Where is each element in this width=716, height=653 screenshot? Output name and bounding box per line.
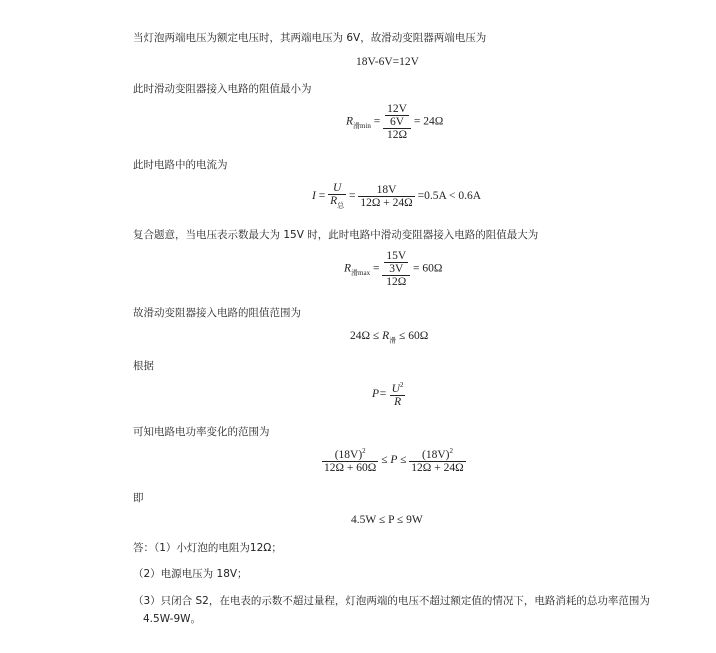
text-line-5: 故滑动变阻器接入电路的阻值范围为 <box>133 307 301 319</box>
text-line-8: 即 <box>133 492 144 504</box>
inner-fraction <box>384 250 408 275</box>
inner-fraction <box>385 103 409 128</box>
text-line-6: 根据 <box>133 360 154 372</box>
eq-operator: = <box>373 115 381 128</box>
eq-result: =0.5A < 0.6A <box>417 189 482 202</box>
fraction-denominator: 12Ω <box>386 276 407 288</box>
eq-symbol: R <box>344 262 352 275</box>
equation-power-formula: P= $\frac{U^2}{R}$ <box>372 381 404 408</box>
fraction <box>409 447 465 474</box>
answer-3-line-2: 4.5W-9W。 <box>143 613 202 625</box>
fraction-numerator: U <box>328 182 346 195</box>
text-line-3: 此时电路中的电流为 <box>133 159 228 171</box>
fraction-denominator: $R_总$ <box>330 195 345 210</box>
fraction <box>390 381 406 408</box>
equation-voltage-diff: 18V-6V=12V <box>356 56 419 68</box>
eq-result: = 60Ω <box>413 262 443 275</box>
text-line-4: 复合题意，当电压表示数最大为 15V 时，此时电路中滑动变阻器接入电路的阻值最大为 <box>133 229 539 241</box>
fraction <box>328 182 346 210</box>
answer-3-line-1: （3）只闭合 S2，在电表的示数不超过量程，灯泡两端的电压不超过额定值的情况下，电路消耗的总功率范围为 <box>133 595 650 607</box>
fraction-numerator: 18V <box>358 184 414 197</box>
fraction-numerator <box>383 103 411 129</box>
fraction-denominator: 12Ω + 24Ω <box>411 461 464 474</box>
fraction-denominator: 12Ω + 60Ω <box>324 461 377 474</box>
answer-2: （2）电源电压为 18V； <box>133 568 248 580</box>
fraction <box>383 103 411 141</box>
equation-rmax <box>344 250 442 288</box>
inner-denominator: 6V <box>390 116 405 128</box>
fraction <box>358 184 414 209</box>
eq-subscript: 滑max <box>351 268 371 277</box>
eq-operator: = <box>349 189 356 202</box>
fraction-denominator: R <box>394 395 402 408</box>
eq-middle: ≤ P ≤ <box>381 454 410 467</box>
equation-power-range <box>322 447 466 474</box>
text-line-2: 此时滑动变阻器接入电路的阻值最小为 <box>133 83 312 95</box>
eq-result: = 24Ω <box>413 115 444 128</box>
equation-final-range: 4.5W ≤ P ≤ 9W <box>351 514 423 526</box>
eq-symbol: R <box>346 115 354 128</box>
eq-operator: = <box>372 262 380 275</box>
eq-subscript: 滑min <box>353 121 371 130</box>
fraction-numerator: $U^2$ <box>391 381 404 395</box>
inner-numerator: 15V <box>386 250 407 262</box>
fraction-denominator: 12Ω <box>387 129 408 141</box>
answer-1: 答：（1）小灯泡的电阻为12Ω； <box>133 542 282 554</box>
inner-denominator: 3V <box>389 263 404 275</box>
equation-current <box>312 182 481 210</box>
eq-operator: = <box>318 189 326 202</box>
fraction <box>322 447 378 474</box>
inner-numerator: 12V <box>387 103 407 115</box>
text-line-1: 当灯泡两端电压为额定电压时，其两端电压为 6V，故滑动变阻器两端电压为 <box>133 32 487 44</box>
equation-rmin <box>346 103 443 141</box>
fraction <box>382 250 410 288</box>
fraction-denominator: 12Ω + 24Ω <box>360 196 413 209</box>
fraction-numerator <box>382 250 410 276</box>
equation-range: $24\Omega \le R_滑 \le 60\Omega$ <box>350 330 429 345</box>
text-line-7: 可知电路电功率变化的范围为 <box>133 426 270 438</box>
eq-symbol: I <box>312 189 316 202</box>
fraction-numerator: $(18V)^2$ <box>409 447 465 462</box>
fraction-numerator: $(18V)^2$ <box>322 447 378 462</box>
